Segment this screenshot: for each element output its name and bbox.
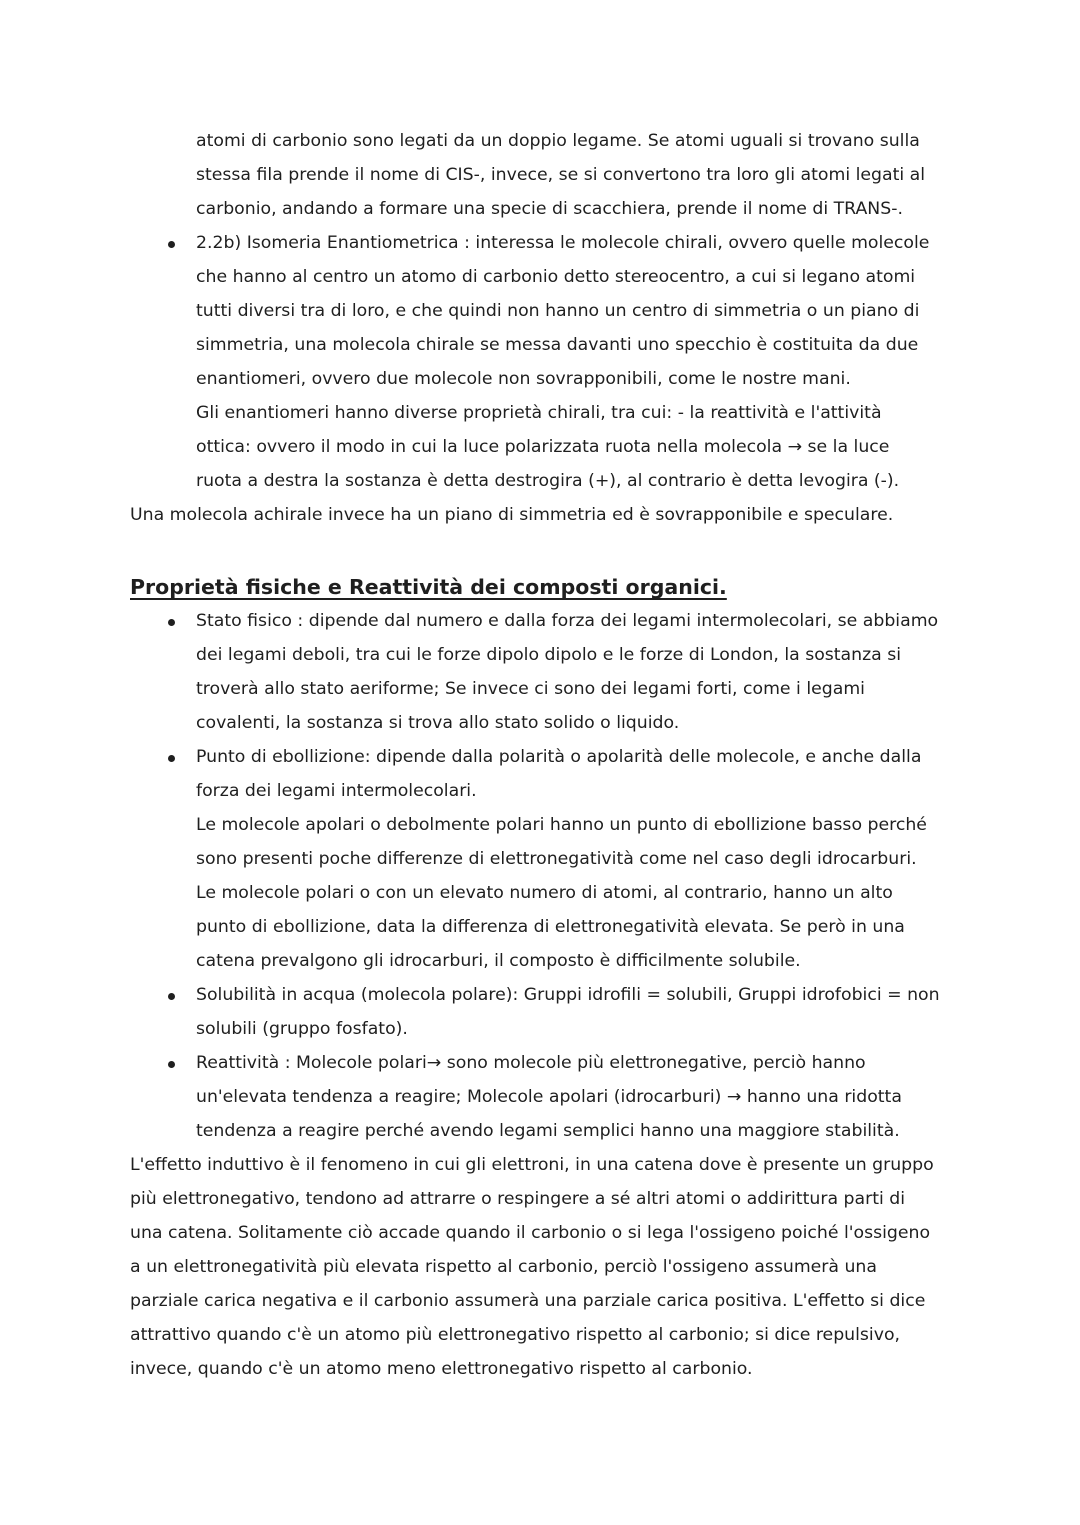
text-line: a un elettronegatività più elevata rispetto al carbonio, perciò l'ossigeno assumerà una <box>130 1257 877 1277</box>
section-heading: Proprietà fisiche e Reattività dei composti organici. <box>130 575 727 599</box>
text-line: troverà allo stato aeriforme; Se invece ci sono dei legami forti, come i legami <box>196 679 865 699</box>
text-line: Punto di ebollizione: dipende dalla polarità o apolarità delle molecole, e anche dalla <box>196 747 922 767</box>
achiral-paragraph <box>130 498 960 532</box>
text-line: punto di ebollizione, data la differenza di elettronegatività elevata. Se però in una <box>196 917 905 937</box>
text-line: Una molecola achirale invece ha un piano di simmetria ed è sovrapponibile e speculare. <box>130 505 894 525</box>
text-line: carbonio, andando a formare una specie di scacchiera, prende il nome di TRANS-. <box>196 199 903 219</box>
bullet-item-solubility <box>130 978 960 1046</box>
text-line: dei legami deboli, tra cui le forze dipolo dipolo e le forze di London, la sostanza si <box>196 645 902 665</box>
text-line: forza dei legami intermolecolari. <box>196 781 477 801</box>
bullet-item-physical-state <box>130 604 960 740</box>
bullet-item-enantiometric-isomerism <box>130 226 960 498</box>
text-line: un'elevata tendenza a reagire; Molecole apolari (idrocarburi) → hanno una ridotta <box>196 1087 902 1107</box>
text-line: invece, quando c'è un atomo meno elettronegativo rispetto al carbonio. <box>130 1359 753 1379</box>
text-line: covalenti, la sostanza si trova allo stato solido o liquido. <box>196 713 680 733</box>
bullet-item-reactivity <box>130 1046 960 1148</box>
text-line: ottica: ovvero il modo in cui la luce polarizzata ruota nella molecola → se la luce <box>196 437 890 457</box>
text-line: solubili (gruppo fosfato). <box>196 1019 408 1039</box>
text-line: più elettronegativo, tendono ad attrarre o respingere a sé altri atomi o addirittura parti di <box>130 1189 906 1209</box>
text-line: ruota a destra la sostanza è detta destrogira (+), al contrario è detta levogira (-). <box>196 471 900 491</box>
text-line: sono presenti poche differenze di elettronegatività come nel caso degli idrocarburi. <box>196 849 917 869</box>
text-line: che hanno al centro un atomo di carbonio detto stereocentro, a cui si legano atomi <box>196 267 916 287</box>
bullet-dot-icon <box>168 619 175 626</box>
text-line: attrattivo quando c'è un atomo più elettronegativo rispetto al carbonio; si dice repulsivo, <box>130 1325 901 1345</box>
inductive-effect-paragraph <box>130 1148 960 1386</box>
enantiomer-list <box>130 226 960 498</box>
text-line: atomi di carbonio sono legati da un doppio legame. Se atomi uguali si trovano sulla <box>196 131 920 151</box>
text-line: Solubilità in acqua (molecola polare): Gruppi idrofili = solubili, Gruppi idrofobici = non <box>196 985 940 1005</box>
text-line: simmetria, una molecola chirale se messa davanti uno specchio è costituita da due <box>196 335 919 355</box>
bullet-dot-icon <box>168 241 175 248</box>
text-line: 2.2b) Isomeria Enantiometrica : interessa le molecole chirali, ovvero quelle molecole <box>196 233 930 253</box>
text-line: Le molecole apolari o debolmente polari hanno un punto di ebollizione basso perché <box>196 815 927 835</box>
text-line: L'effetto induttivo è il fenomeno in cui gli elettroni, in una catena dove è presente un gruppo <box>130 1155 934 1175</box>
properties-list <box>130 604 960 1148</box>
text-line: enantiomeri, ovvero due molecole non sovrapponibili, come le nostre mani. <box>196 369 851 389</box>
document-page <box>130 124 960 1386</box>
text-line: parziale carica negativa e il carbonio assumerà una parziale carica positiva. L'effetto si dice <box>130 1291 926 1311</box>
bullet-dot-icon <box>168 993 175 1000</box>
bullet-item-boiling-point <box>130 740 960 978</box>
text-line: Stato fisico : dipende dal numero e dalla forza dei legami intermolecolari, se abbiamo <box>196 611 939 631</box>
text-line: Reattività : Molecole polari→ sono molecole più elettronegative, perciò hanno <box>196 1053 866 1073</box>
text-line: Le molecole polari o con un elevato numero di atomi, al contrario, hanno un alto <box>196 883 893 903</box>
text-line: catena prevalgono gli idrocarburi, il composto è difficilmente solubile. <box>196 951 801 971</box>
bullet-dot-icon <box>168 755 175 762</box>
text-line: tutti diversi tra di loro, e che quindi non hanno un centro di simmetria o un piano di <box>196 301 920 321</box>
bullet-dot-icon <box>168 1061 175 1068</box>
text-line: una catena. Solitamente ciò accade quando il carbonio o si lega l'ossigeno poiché l'ossigeno <box>130 1223 931 1243</box>
text-line: Gli enantiomeri hanno diverse proprietà chirali, tra cui: - la reattività e l'attività <box>196 403 882 423</box>
text-line: tendenza a reagire perché avendo legami semplici hanno una maggiore stabilità. <box>196 1121 900 1141</box>
cis-trans-paragraph <box>130 124 960 226</box>
text-line: stessa fila prende il nome di CIS-, invece, se si convertono tra loro gli atomi legati al <box>196 165 926 185</box>
